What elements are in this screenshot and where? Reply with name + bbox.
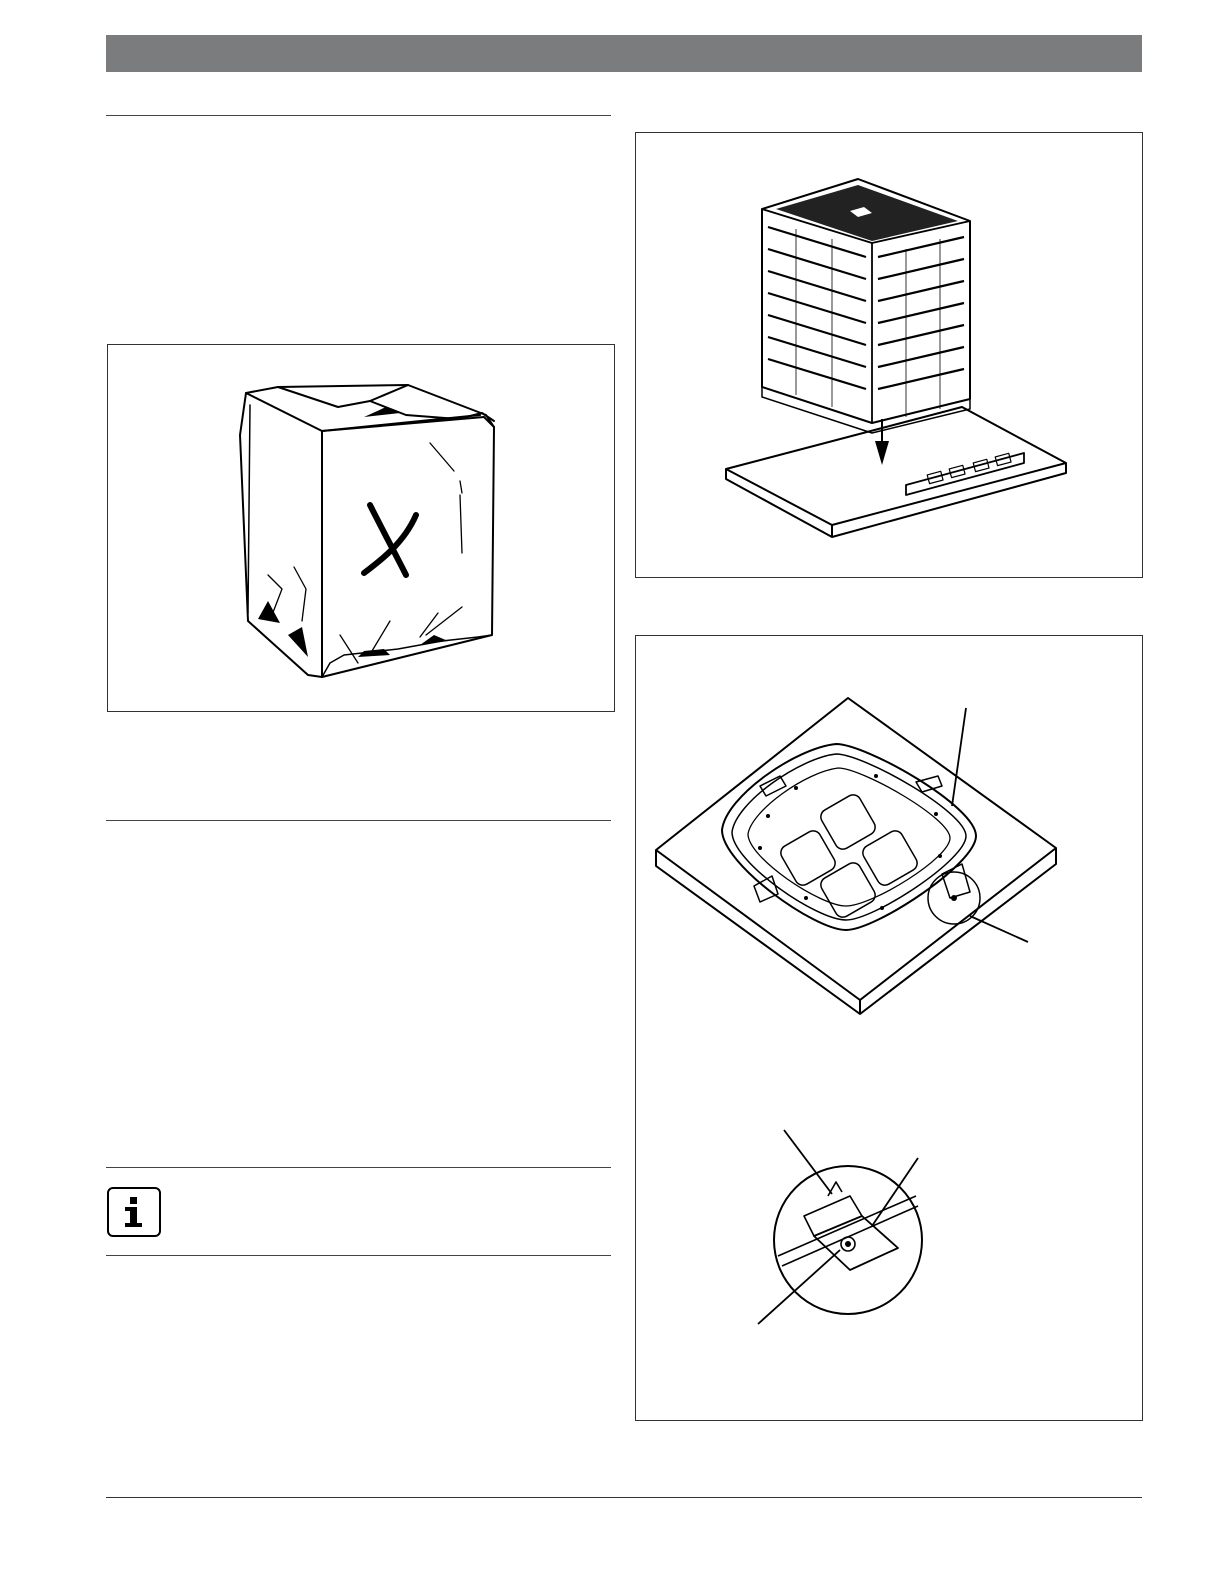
notice-rule-top <box>106 1167 611 1168</box>
notice-rule-bottom <box>106 1255 611 1256</box>
section-rule-top <box>106 115 611 116</box>
header-bar <box>106 35 1142 72</box>
footer-rule <box>106 1497 1142 1498</box>
mounting-base-illustration <box>636 636 1144 1422</box>
figure-wrapped-unit <box>107 344 615 712</box>
condenser-pad-illustration <box>636 133 1144 579</box>
wrapped-unit-illustration <box>108 345 616 713</box>
info-icon <box>107 1187 161 1237</box>
figure-mounting-base <box>635 635 1143 1421</box>
figure-condenser-on-pad <box>635 132 1143 578</box>
section-rule-middle <box>106 820 611 821</box>
